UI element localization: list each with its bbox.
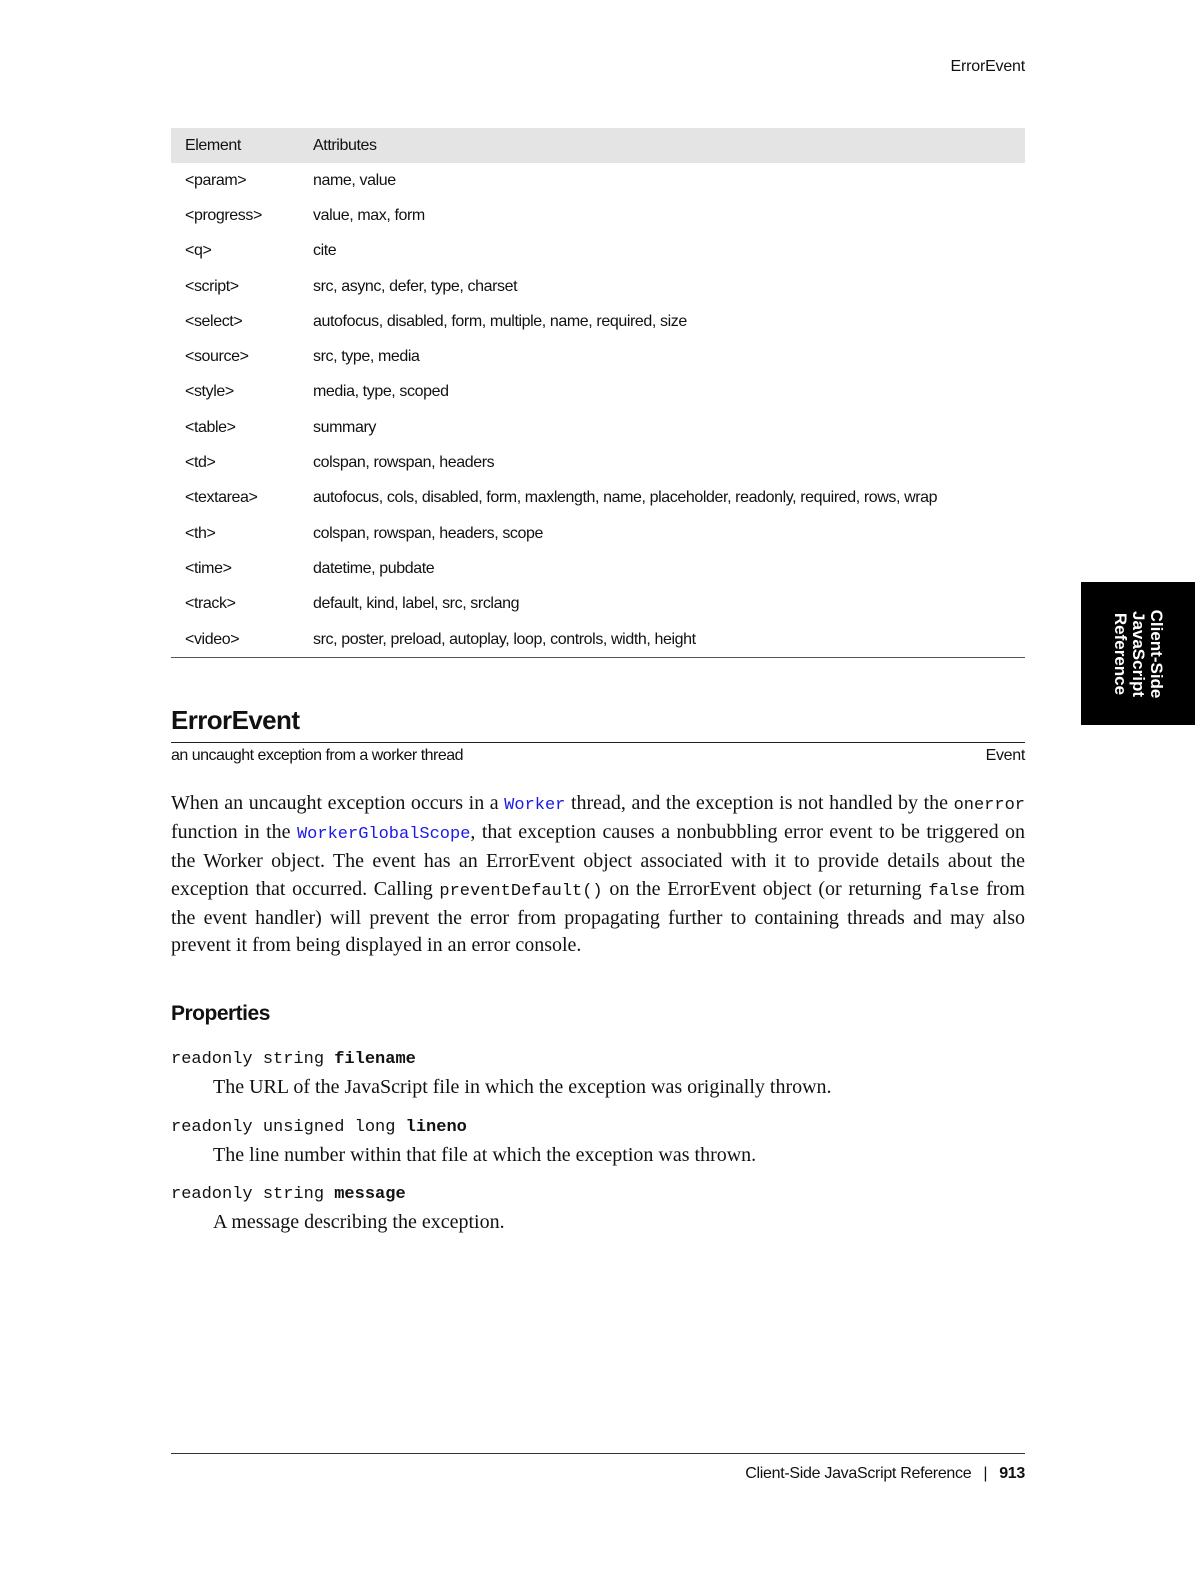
attributes-cell: colspan, rowspan, headers — [313, 454, 495, 472]
entry-inherits: Event — [985, 747, 1025, 764]
worker-link[interactable]: Worker — [504, 796, 566, 815]
code-false: false — [928, 881, 980, 901]
attributes-cell: src, type, media — [313, 348, 420, 366]
properties-heading: Properties — [171, 1002, 270, 1025]
entry-subtitle: an uncaught exception from a worker thread — [171, 747, 464, 764]
element-cell: <track> — [185, 595, 236, 613]
property-type: readonly string — [171, 1050, 335, 1069]
property-description-message: A message describing the exception. — [213, 1211, 505, 1233]
element-cell: <td> — [185, 454, 216, 472]
table-row — [171, 375, 1025, 410]
table-row — [171, 304, 1025, 339]
property-type: readonly unsigned long — [171, 1118, 406, 1137]
desc-text: on the ErrorEvent object (or returning — [602, 877, 929, 900]
desc-text: When an uncaught exception occurs in a — [171, 792, 505, 814]
table-row — [171, 622, 1025, 658]
element-cell: <style> — [185, 383, 234, 401]
attributes-cell: autofocus, disabled, form, multiple, name, required, size — [313, 312, 687, 330]
table-row — [171, 163, 1025, 198]
tab-line-1: Client-Side — [1147, 609, 1166, 698]
attributes-cell: media, type, scoped — [313, 383, 449, 401]
desc-text: thread, and the exception is not handled by the — [565, 792, 954, 814]
table-row — [171, 234, 1025, 269]
entry-title: ErrorEvent — [171, 705, 300, 735]
element-cell: <select> — [185, 312, 243, 330]
title-rule — [171, 742, 1025, 743]
element-attributes-table — [171, 128, 1025, 658]
property-name: filename — [334, 1050, 416, 1069]
attributes-cell: src, async, defer, type, charset — [313, 277, 518, 295]
attributes-cell: value, max, form — [313, 206, 425, 224]
element-cell: <q> — [185, 242, 212, 260]
table-row — [171, 198, 1025, 233]
property-name: message — [334, 1185, 406, 1204]
element-cell: <th> — [185, 524, 216, 542]
element-cell: <source> — [185, 348, 249, 366]
section-thumb-tab — [1081, 582, 1195, 725]
code-onerror: onerror — [953, 796, 1025, 815]
element-cell: <table> — [185, 418, 236, 436]
footer-separator: | — [983, 1465, 988, 1482]
property-signature-lineno — [171, 1118, 467, 1137]
property-description-filename: The URL of the JavaScript file in which the exception was originally thrown. — [213, 1076, 832, 1098]
section-thumb-tab-label — [1111, 609, 1165, 698]
property-description-lineno: The line number within that file at which the exception was thrown. — [213, 1144, 757, 1166]
property-signature-message — [171, 1185, 406, 1204]
tab-line-2: JavaScript — [1129, 610, 1148, 697]
attributes-cell: name, value — [313, 171, 396, 189]
table-row — [171, 481, 1025, 516]
table-row — [171, 269, 1025, 304]
attributes-cell: cite — [313, 242, 337, 260]
running-header: ErrorEvent — [950, 58, 1025, 75]
desc-text: function in the — [171, 821, 297, 844]
element-cell: <param> — [185, 171, 247, 189]
tab-line-3: Reference — [1111, 612, 1130, 695]
page-number: 913 — [999, 1465, 1025, 1482]
workerglobalscope-link[interactable]: WorkerGlobalScope — [296, 825, 471, 845]
column-header-element: Element — [185, 136, 241, 154]
table-header-row — [171, 128, 1025, 163]
element-cell: <script> — [185, 277, 239, 295]
column-header-attributes: Attributes — [313, 136, 377, 154]
page-footer — [745, 1465, 1025, 1483]
attributes-cell: src, poster, preload, autoplay, loop, controls, width, height — [313, 622, 1025, 658]
attributes-cell: colspan, rowspan, headers, scope — [313, 524, 544, 542]
property-name: lineno — [405, 1118, 467, 1137]
desc-text: from the event handler) will prevent the error from propagating further to containing threads and may also prevent it from being displayed in an error console. — [171, 877, 1025, 957]
property-type: readonly string — [171, 1185, 335, 1204]
table-row — [171, 445, 1025, 480]
attributes-cell: autofocus, cols, disabled, form, maxlength, name, placeholder, readonly, required, rows, wrap — [313, 489, 938, 507]
table-row — [171, 410, 1025, 445]
table-row — [171, 516, 1025, 551]
attributes-cell: summary — [313, 418, 376, 436]
attributes-cell: datetime, pubdate — [313, 559, 435, 577]
property-signature-filename — [171, 1050, 416, 1069]
description-paragraph — [171, 790, 1025, 959]
element-cell: <progress> — [185, 206, 262, 224]
element-cell: <textarea> — [185, 489, 258, 507]
element-cell: <time> — [185, 559, 232, 577]
table-row — [171, 587, 1025, 622]
desc-text: , that exception causes a nonbubbling error event to be triggered on the Worker object. The event has an ErrorEvent object associated with it to provide details about the exception that occurred. Calling — [171, 821, 1026, 900]
element-cell: <video> — [171, 622, 313, 658]
footer-section-title: Client-Side JavaScript Reference — [745, 1465, 972, 1482]
code-preventdefault: preventDefault() — [439, 881, 603, 901]
table-row — [171, 551, 1025, 586]
footer-rule — [171, 1453, 1025, 1454]
attributes-cell: default, kind, label, src, srclang — [313, 595, 520, 613]
table-row — [171, 339, 1025, 374]
